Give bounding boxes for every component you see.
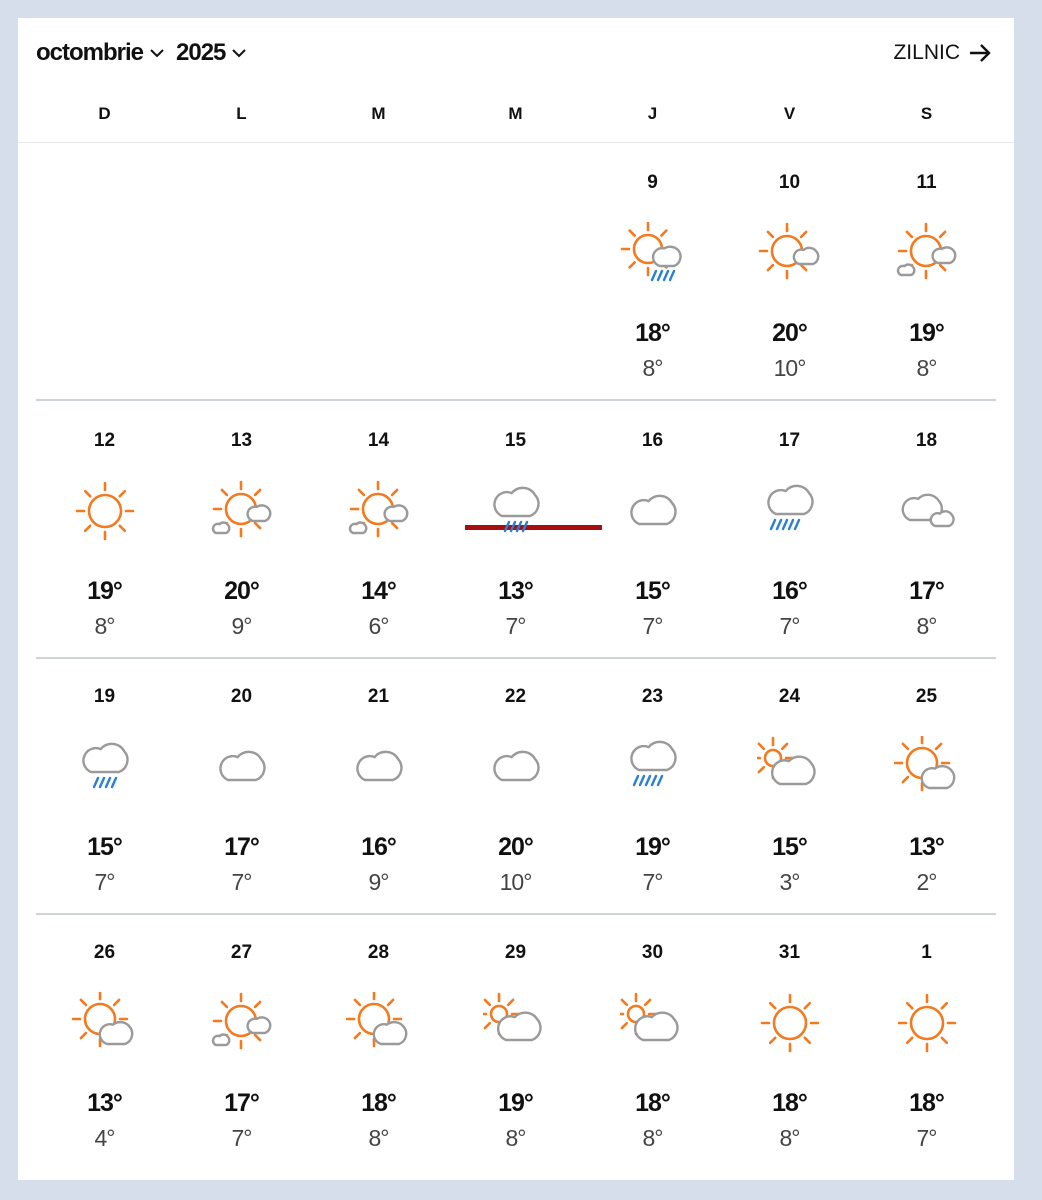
max-temperature: 14° xyxy=(361,577,396,605)
sun-icon xyxy=(757,992,823,1054)
min-temperature: 10° xyxy=(499,869,532,895)
day-number: 15 xyxy=(504,430,527,451)
day-number: 24 xyxy=(778,686,801,707)
calendar-day-cell[interactable] xyxy=(584,142,721,398)
year-label: 2025 xyxy=(176,39,226,66)
calendar-week-row xyxy=(36,400,996,659)
calendar-empty-cell xyxy=(447,142,584,398)
calendar-day-cell[interactable] xyxy=(310,912,447,1168)
day-number: 30 xyxy=(641,942,664,963)
weather-calendar-card xyxy=(18,18,1014,1180)
arrow-right-icon xyxy=(968,43,992,63)
calendar-day-cell[interactable] xyxy=(447,656,584,912)
calendar-day-cell[interactable] xyxy=(721,656,858,912)
day-number: 29 xyxy=(504,942,527,963)
cloud-icon xyxy=(483,736,549,798)
min-temperature: 7° xyxy=(642,613,663,639)
year-select[interactable] xyxy=(176,38,247,68)
min-temperature: 7° xyxy=(779,613,800,639)
calendar-day-cell[interactable] xyxy=(721,400,858,656)
calendar-week-row xyxy=(36,912,996,1169)
calendar-day-cell[interactable] xyxy=(310,656,447,912)
min-temperature: 8° xyxy=(94,613,115,639)
weekday-label: J xyxy=(647,104,658,123)
max-temperature: 13° xyxy=(87,1089,122,1117)
max-temperature: 17° xyxy=(224,833,259,861)
day-number: 12 xyxy=(93,430,116,451)
min-temperature: 9° xyxy=(231,613,252,639)
small-sun-cloud-icon xyxy=(620,992,686,1054)
day-number: 20 xyxy=(230,686,253,707)
weekday-label: M xyxy=(508,104,523,123)
min-temperature: 8° xyxy=(642,1125,663,1151)
calendar-day-cell[interactable] xyxy=(584,912,721,1168)
month-label: octombrie xyxy=(36,39,144,66)
day-number: 27 xyxy=(230,942,253,963)
max-temperature: 16° xyxy=(361,833,396,861)
weekday-label: S xyxy=(920,104,933,123)
min-temperature: 8° xyxy=(916,355,937,381)
cloud-icon xyxy=(620,480,686,542)
day-number: 19 xyxy=(93,686,116,707)
cloud-rain-icon xyxy=(72,736,138,798)
calendar-day-cell[interactable] xyxy=(173,912,310,1168)
min-temperature: 7° xyxy=(94,869,115,895)
max-temperature: 19° xyxy=(909,319,944,347)
min-temperature: 2° xyxy=(916,869,937,895)
calendar-day-cell[interactable] xyxy=(447,400,584,656)
chevron-down-icon xyxy=(149,48,165,58)
sun-cloud-rain-icon xyxy=(620,222,686,284)
day-number: 31 xyxy=(778,942,801,963)
min-temperature: 8° xyxy=(505,1125,526,1151)
min-temperature: 7° xyxy=(231,869,252,895)
min-temperature: 3° xyxy=(779,869,800,895)
calendar-day-cell[interactable] xyxy=(858,142,995,398)
max-temperature: 18° xyxy=(361,1089,396,1117)
day-number: 28 xyxy=(367,942,390,963)
day-number: 11 xyxy=(916,172,937,193)
weekday-label: V xyxy=(783,104,796,123)
calendar-week-row xyxy=(36,656,996,915)
weekday-label: M xyxy=(371,104,386,123)
max-temperature: 20° xyxy=(224,577,259,605)
min-temperature: 7° xyxy=(642,869,663,895)
calendar-day-cell[interactable] xyxy=(173,400,310,656)
max-temperature: 16° xyxy=(772,577,807,605)
min-temperature: 7° xyxy=(231,1125,252,1151)
weekday-header-row xyxy=(18,90,1014,143)
sun-big-cloud-icon xyxy=(72,992,138,1054)
weekday-label: D xyxy=(98,104,111,123)
max-temperature: 19° xyxy=(498,1089,533,1117)
min-temperature: 10° xyxy=(773,355,806,381)
calendar-day-cell[interactable] xyxy=(721,912,858,1168)
max-temperature: 19° xyxy=(635,833,670,861)
calendar-day-cell[interactable] xyxy=(721,142,858,398)
small-sun-cloud-icon xyxy=(757,736,823,798)
max-temperature: 20° xyxy=(772,319,807,347)
calendar-day-cell[interactable] xyxy=(36,400,173,656)
max-temperature: 18° xyxy=(635,1089,670,1117)
day-number: 14 xyxy=(367,430,390,451)
calendar-day-cell[interactable] xyxy=(36,912,173,1168)
small-sun-cloud-icon xyxy=(483,992,549,1054)
day-number: 26 xyxy=(93,942,116,963)
min-temperature: 4° xyxy=(94,1125,115,1151)
calendar-day-cell[interactable] xyxy=(447,912,584,1168)
cloud-icon xyxy=(209,736,275,798)
calendar-day-cell[interactable] xyxy=(584,656,721,912)
calendar-header xyxy=(18,18,1014,90)
min-temperature: 6° xyxy=(368,613,389,639)
max-temperature: 13° xyxy=(498,577,533,605)
max-temperature: 15° xyxy=(87,833,122,861)
day-number: 18 xyxy=(915,430,938,451)
cloud-heavy-rain-icon xyxy=(757,480,823,542)
calendar-empty-cell xyxy=(173,142,310,398)
weekday-label: L xyxy=(236,104,247,123)
calendar-empty-cell xyxy=(310,142,447,398)
min-temperature: 8° xyxy=(916,613,937,639)
cloud-heavy-rain-icon xyxy=(620,736,686,798)
max-temperature: 18° xyxy=(635,319,670,347)
min-temperature: 8° xyxy=(368,1125,389,1151)
day-number: 23 xyxy=(641,686,664,707)
max-temperature: 13° xyxy=(909,833,944,861)
sun-icon xyxy=(72,480,138,542)
sun-big-cloud-icon xyxy=(894,736,960,798)
sun-clouds-icon xyxy=(894,222,960,284)
calendar-day-cell[interactable] xyxy=(310,400,447,656)
min-temperature: 7° xyxy=(505,613,526,639)
min-temperature: 8° xyxy=(642,355,663,381)
min-temperature: 7° xyxy=(916,1125,937,1151)
daily-label: ZILNIC xyxy=(893,41,960,64)
sun-clouds-icon xyxy=(346,480,412,542)
max-temperature: 15° xyxy=(635,577,670,605)
calendar-empty-cell xyxy=(36,142,173,398)
min-temperature: 8° xyxy=(779,1125,800,1151)
calendar-day-cell[interactable] xyxy=(858,912,995,1168)
day-number: 13 xyxy=(230,430,253,451)
month-select[interactable] xyxy=(36,38,165,68)
day-number: 10 xyxy=(778,172,801,193)
clouds-icon xyxy=(894,480,960,542)
calendar-day-cell[interactable] xyxy=(173,656,310,912)
max-temperature: 18° xyxy=(909,1089,944,1117)
sun-icon xyxy=(894,992,960,1054)
cloud-icon xyxy=(346,736,412,798)
max-temperature: 17° xyxy=(224,1089,259,1117)
day-number: 21 xyxy=(367,686,390,707)
max-temperature: 18° xyxy=(772,1089,807,1117)
sun-clouds-icon xyxy=(209,992,275,1054)
max-temperature: 20° xyxy=(498,833,533,861)
calendar-day-cell[interactable] xyxy=(36,656,173,912)
sun-big-cloud-icon xyxy=(346,992,412,1054)
day-number: 16 xyxy=(641,430,664,451)
daily-view-link[interactable] xyxy=(893,38,992,68)
day-number: 25 xyxy=(915,686,938,707)
max-temperature: 15° xyxy=(772,833,807,861)
day-number: 22 xyxy=(504,686,527,707)
calendar-week-row xyxy=(36,142,996,401)
sun-clouds-icon xyxy=(209,480,275,542)
chevron-down-icon xyxy=(231,48,247,58)
max-temperature: 17° xyxy=(909,577,944,605)
calendar-day-cell[interactable] xyxy=(858,656,995,912)
day-number: 17 xyxy=(778,430,801,451)
calendar-day-cell[interactable] xyxy=(858,400,995,656)
day-number: 1 xyxy=(921,942,932,963)
day-number: 9 xyxy=(647,172,658,193)
cloud-rain-icon xyxy=(483,480,549,542)
sun-cloud-icon xyxy=(757,222,823,284)
calendar-day-cell[interactable] xyxy=(584,400,721,656)
max-temperature: 19° xyxy=(87,577,122,605)
min-temperature: 9° xyxy=(368,869,389,895)
